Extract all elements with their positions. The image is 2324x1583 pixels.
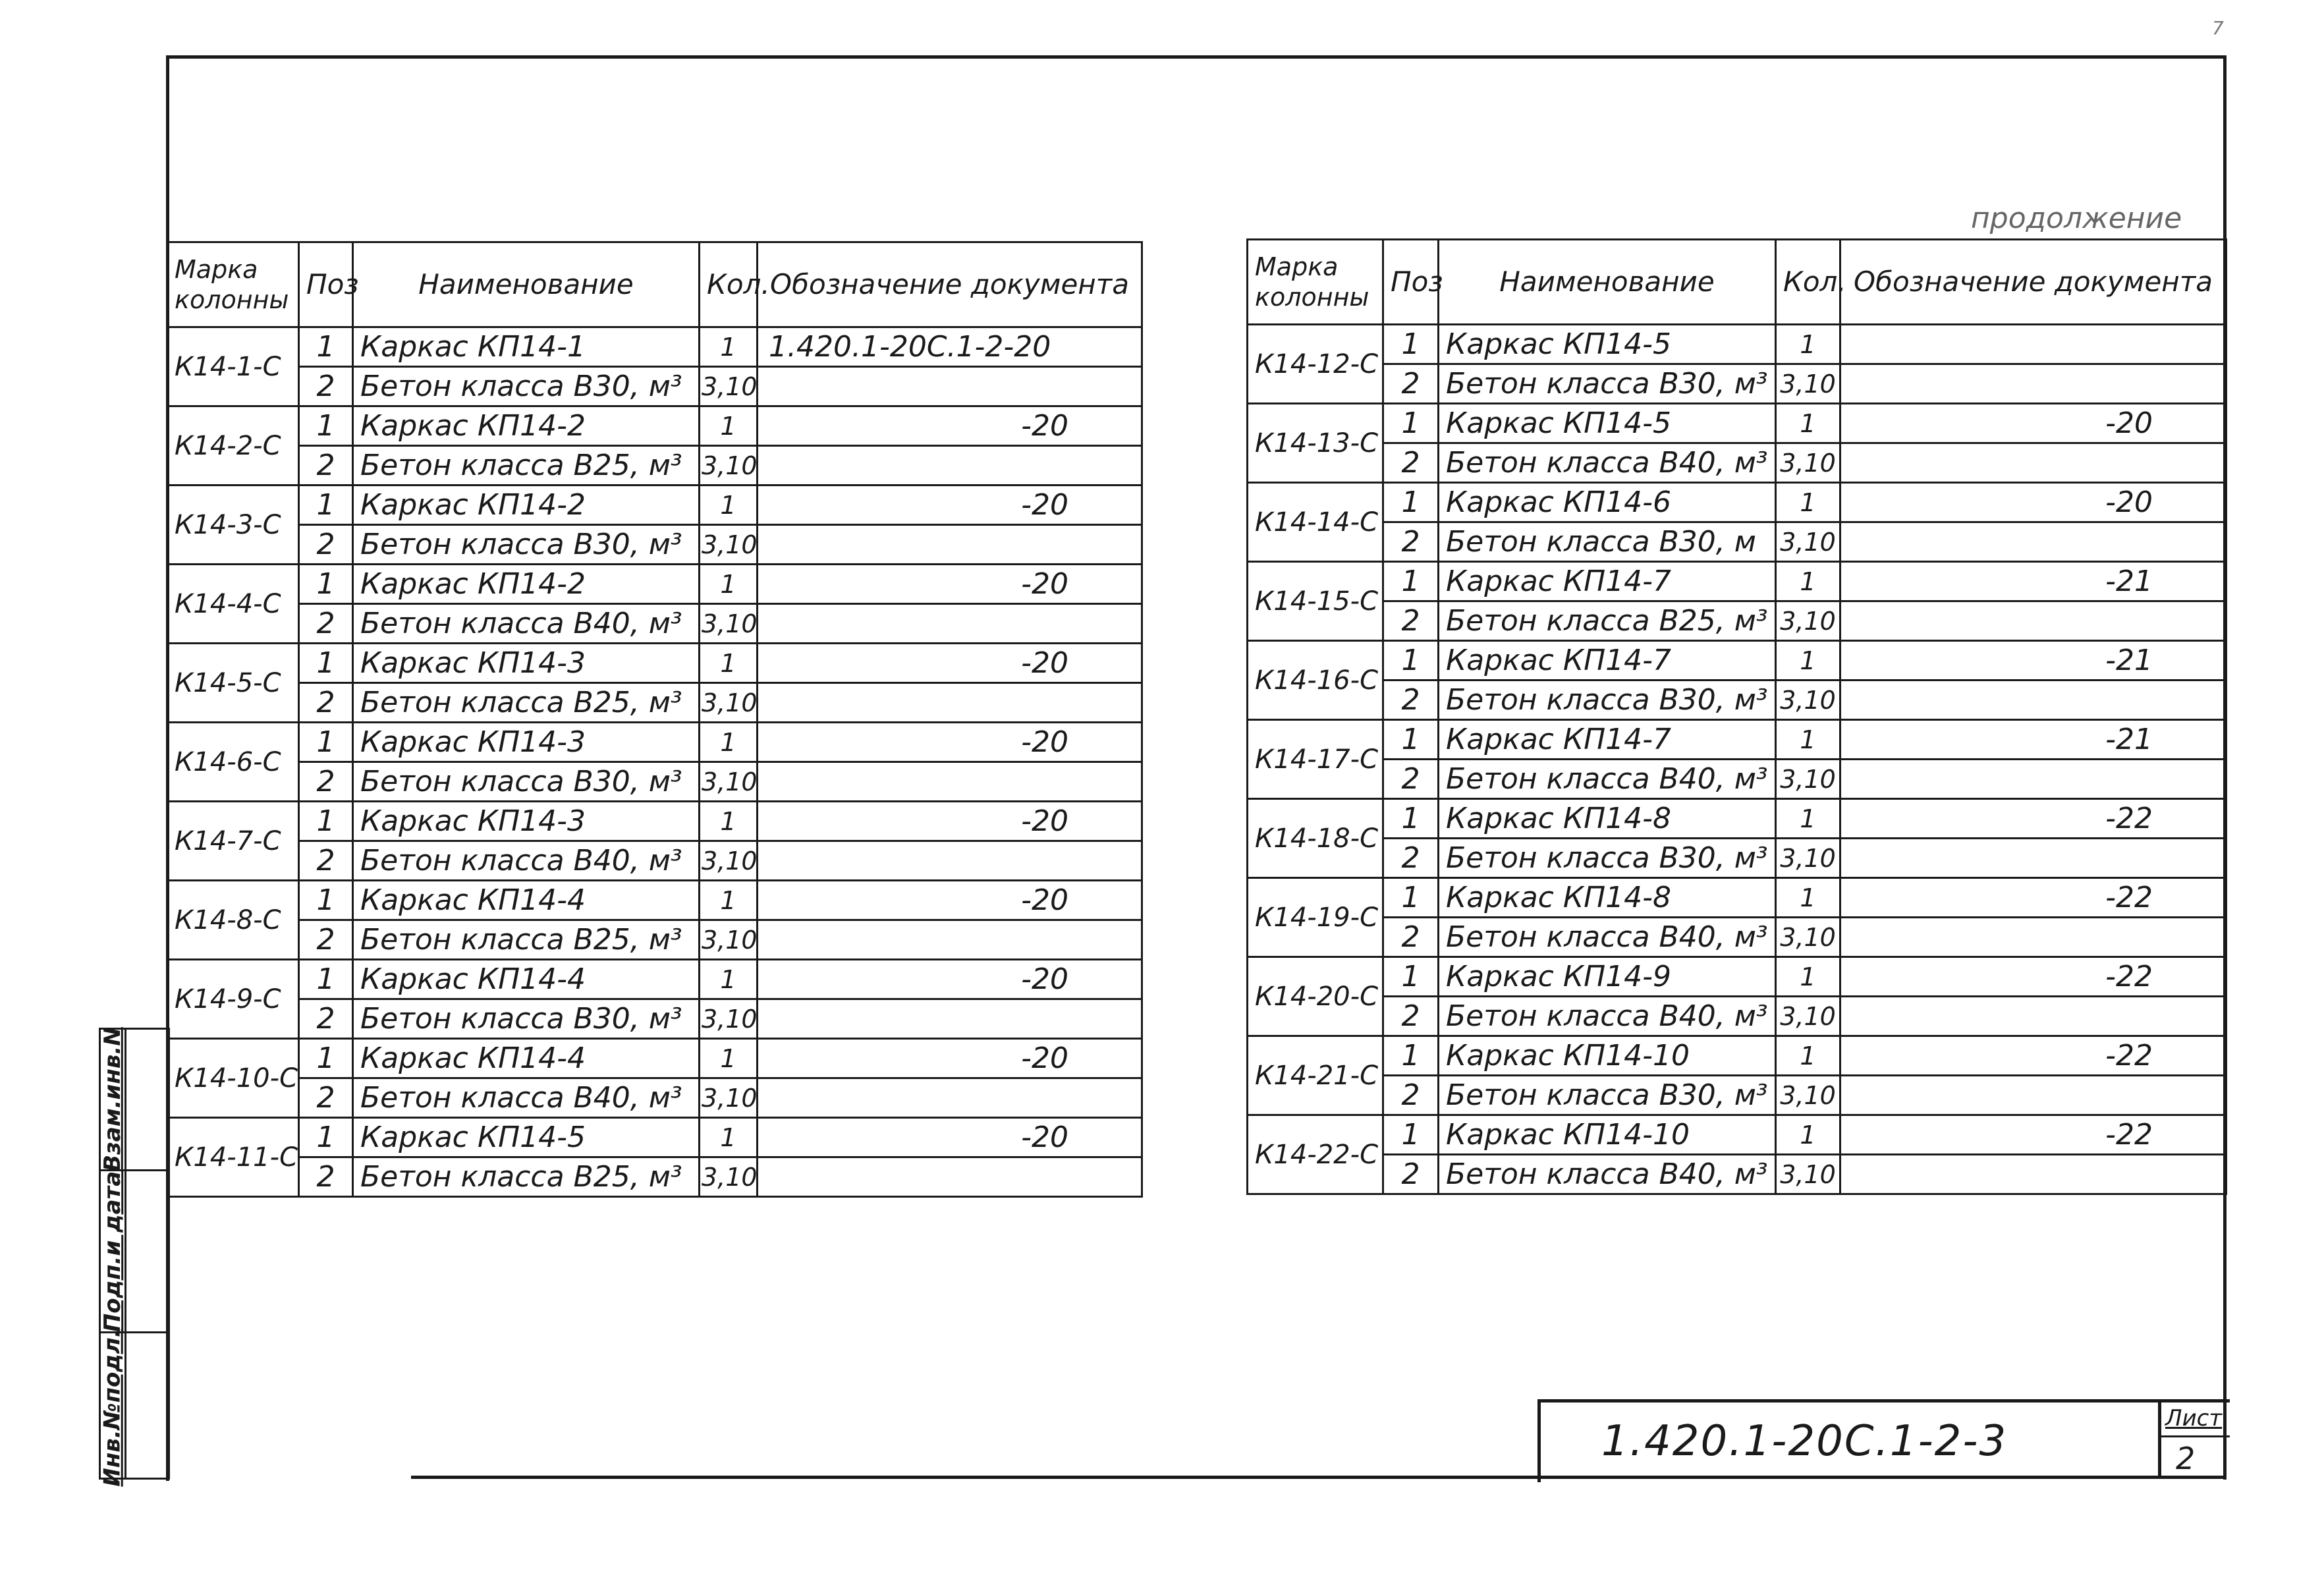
sheet-divider	[2161, 1435, 2230, 1437]
table-row	[1248, 325, 2227, 364]
quantity-cell: 1	[700, 486, 758, 525]
position-cell: 2	[1383, 443, 1439, 483]
position-cell: 2	[1383, 601, 1439, 641]
quantity-cell: 3,10	[700, 1157, 758, 1197]
item-name-cell: Бетон класса В30, м	[1439, 522, 1776, 562]
position-cell: 2	[1383, 522, 1439, 562]
document-ref-cell	[758, 525, 1142, 565]
table-row	[1248, 1036, 2227, 1076]
column-mark-cell: К14-8-С	[167, 881, 299, 960]
position-cell: 1	[1383, 878, 1439, 918]
position-cell: 2	[1383, 1076, 1439, 1115]
table-row	[167, 881, 1142, 920]
table-row	[167, 999, 1142, 1039]
position-cell: 2	[1383, 1155, 1439, 1194]
stamp-cell-vzam-inv	[99, 1027, 126, 1172]
column-mark-cell: К14-2-С	[167, 406, 299, 486]
table-row	[1248, 404, 2227, 443]
sheet-label: Лист	[2165, 1405, 2223, 1431]
table-row	[167, 367, 1142, 406]
quantity-cell: 3,10	[700, 525, 758, 565]
header-qty: Кол.	[1776, 240, 1840, 325]
quantity-cell: 1	[1776, 641, 1840, 680]
item-name-cell: Каркас КП14-3	[353, 644, 700, 683]
item-name-cell: Бетон класса В30, м³	[353, 762, 700, 802]
table-row	[167, 762, 1142, 802]
item-name-cell: Бетон класса В25, м³	[353, 920, 700, 960]
document-ref-cell	[1840, 1155, 2227, 1194]
item-name-cell: Каркас КП14-5	[1439, 404, 1776, 443]
table-row	[1248, 760, 2227, 799]
position-cell: 1	[1383, 325, 1439, 364]
item-name-cell: Бетон класса В40, м³	[353, 841, 700, 881]
table-row	[167, 1118, 1142, 1157]
quantity-cell: 3,10	[700, 367, 758, 406]
table-row	[1248, 1155, 2227, 1194]
document-code: 1.420.1-20С.1-2-3	[1601, 1417, 2008, 1466]
table-row	[167, 723, 1142, 762]
document-ref-cell: -20	[758, 406, 1142, 446]
document-ref-cell: -20	[758, 723, 1142, 762]
document-ref-cell: -20	[1840, 404, 2227, 443]
table-row	[1248, 680, 2227, 720]
item-name-cell: Каркас КП14-7	[1439, 562, 1776, 601]
column-mark-cell: К14-17-С	[1248, 720, 1383, 799]
left-spec-table	[166, 241, 1143, 1198]
quantity-cell: 1	[1776, 878, 1840, 918]
item-name-cell: Бетон класса В30, м³	[353, 525, 700, 565]
quantity-cell: 3,10	[1776, 1155, 1840, 1194]
quantity-cell: 3,10	[1776, 680, 1840, 720]
item-name-cell: Каркас КП14-6	[1439, 483, 1776, 522]
corner-mark: 7	[2212, 17, 2224, 39]
item-name-cell: Бетон класса В30, м³	[1439, 680, 1776, 720]
item-name-cell: Каркас КП14-3	[353, 723, 700, 762]
quantity-cell: 3,10	[700, 446, 758, 486]
item-name-cell: Каркас КП14-7	[1439, 720, 1776, 760]
item-name-cell: Бетон класса В40, м³	[1439, 918, 1776, 957]
stamp-value-podp-data	[126, 1169, 168, 1331]
position-cell: 1	[299, 960, 353, 999]
document-ref-cell: -20	[758, 1039, 1142, 1078]
position-cell: 2	[299, 841, 353, 881]
quantity-cell: 3,10	[1776, 760, 1840, 799]
table-row	[1248, 483, 2227, 522]
position-cell: 1	[299, 406, 353, 446]
column-mark-cell: К14-14-С	[1248, 483, 1383, 562]
document-ref-cell: -20	[758, 1118, 1142, 1157]
item-name-cell: Бетон класса В25, м³	[353, 446, 700, 486]
header-doc: Обозначение документа	[1840, 240, 2227, 325]
column-mark-cell: К14-11-С	[167, 1118, 299, 1197]
document-ref-cell	[1840, 839, 2227, 878]
title-block	[1537, 1399, 2230, 1482]
position-cell: 1	[1383, 957, 1439, 997]
table-row	[1248, 918, 2227, 957]
item-name-cell: Каркас КП14-8	[1439, 799, 1776, 839]
table-row	[167, 683, 1142, 723]
item-name-cell: Каркас КП14-5	[1439, 325, 1776, 364]
document-ref-cell: -21	[1840, 562, 2227, 601]
column-mark-cell: К14-20-С	[1248, 957, 1383, 1036]
column-mark-cell: К14-15-С	[1248, 562, 1383, 641]
position-cell: 2	[299, 446, 353, 486]
table-header-row	[167, 242, 1142, 327]
position-cell: 2	[299, 1078, 353, 1118]
quantity-cell: 3,10	[1776, 443, 1840, 483]
document-ref-cell: -22	[1840, 1115, 2227, 1155]
item-name-cell: Каркас КП14-10	[1439, 1036, 1776, 1076]
column-mark-cell: К14-12-С	[1248, 325, 1383, 404]
position-cell: 2	[299, 999, 353, 1039]
quantity-cell: 1	[1776, 720, 1840, 760]
column-mark-cell: К14-22-С	[1248, 1115, 1383, 1194]
position-cell: 2	[1383, 918, 1439, 957]
document-ref-cell	[1840, 443, 2227, 483]
table-row	[1248, 522, 2227, 562]
quantity-cell: 1	[700, 644, 758, 683]
item-name-cell: Каркас КП14-4	[353, 881, 700, 920]
column-mark-cell: К14-18-С	[1248, 799, 1383, 878]
table-row	[167, 446, 1142, 486]
stamp-podp-data-label: Подп.и дата	[99, 1171, 126, 1332]
stamp-value-inv-podl	[126, 1331, 168, 1482]
item-name-cell: Бетон класса В30, м³	[353, 999, 700, 1039]
header-pos: Поз	[299, 242, 353, 327]
quantity-cell: 3,10	[700, 920, 758, 960]
item-name-cell: Бетон класса В30, м³	[353, 367, 700, 406]
table-row	[167, 1157, 1142, 1197]
quantity-cell: 3,10	[700, 999, 758, 1039]
position-cell: 1	[299, 1039, 353, 1078]
item-name-cell: Бетон класса В40, м³	[1439, 760, 1776, 799]
table-header-row	[1248, 240, 2227, 325]
header-qty: Кол.	[700, 242, 758, 327]
quantity-cell: 1	[1776, 325, 1840, 364]
document-ref-cell	[1840, 364, 2227, 404]
column-mark-cell: К14-5-С	[167, 644, 299, 723]
quantity-cell: 1	[700, 881, 758, 920]
document-ref-cell	[1840, 1076, 2227, 1115]
position-cell: 1	[1383, 404, 1439, 443]
column-mark-cell: К14-4-С	[167, 565, 299, 644]
document-ref-cell: -21	[1840, 720, 2227, 760]
position-cell: 1	[1383, 1115, 1439, 1155]
document-ref-cell	[758, 1078, 1142, 1118]
table-row	[1248, 641, 2227, 680]
position-cell: 1	[1383, 562, 1439, 601]
header-mark: Марка колонны	[167, 242, 299, 327]
item-name-cell: Каркас КП14-2	[353, 486, 700, 525]
position-cell: 1	[1383, 720, 1439, 760]
quantity-cell: 3,10	[1776, 918, 1840, 957]
quantity-cell: 3,10	[700, 762, 758, 802]
frame-top-border	[166, 55, 2227, 59]
item-name-cell: Каркас КП14-10	[1439, 1115, 1776, 1155]
item-name-cell: Бетон класса В30, м³	[1439, 839, 1776, 878]
table-row	[1248, 562, 2227, 601]
document-ref-cell: -20	[758, 881, 1142, 920]
table-row	[167, 565, 1142, 604]
table-row	[167, 802, 1142, 841]
document-ref-cell	[1840, 997, 2227, 1036]
document-ref-cell	[758, 446, 1142, 486]
document-ref-cell: -20	[758, 960, 1142, 999]
item-name-cell: Каркас КП14-7	[1439, 641, 1776, 680]
document-ref-cell	[1840, 918, 2227, 957]
document-ref-cell	[758, 841, 1142, 881]
header-doc: Обозначение документа	[758, 242, 1142, 327]
document-ref-cell: -21	[1840, 641, 2227, 680]
item-name-cell: Бетон класса В30, м³	[1439, 1076, 1776, 1115]
item-name-cell: Каркас КП14-2	[353, 565, 700, 604]
document-ref-cell: -22	[1840, 957, 2227, 997]
document-ref-cell	[758, 367, 1142, 406]
header-mark: Марка колонны	[1248, 240, 1383, 325]
stamp-cell-inv-podl	[99, 1328, 126, 1487]
stamp-labels-column	[99, 1027, 126, 1487]
table-row	[1248, 720, 2227, 760]
table-row	[167, 525, 1142, 565]
column-mark-cell: К14-7-С	[167, 802, 299, 881]
table-row	[167, 327, 1142, 367]
position-cell: 2	[1383, 680, 1439, 720]
table-row	[1248, 1115, 2227, 1155]
quantity-cell: 3,10	[700, 841, 758, 881]
document-ref-cell: -20	[758, 802, 1142, 841]
header-name: Наименование	[353, 242, 700, 327]
column-mark-cell: К14-3-С	[167, 486, 299, 565]
item-name-cell: Бетон класса В40, м³	[353, 604, 700, 644]
table-row	[1248, 839, 2227, 878]
item-name-cell: Каркас КП14-4	[353, 1039, 700, 1078]
quantity-cell: 3,10	[700, 604, 758, 644]
table-row	[1248, 443, 2227, 483]
item-name-cell: Каркас КП14-3	[353, 802, 700, 841]
quantity-cell: 1	[1776, 1036, 1840, 1076]
document-ref-cell: -22	[1840, 799, 2227, 839]
quantity-cell: 1	[700, 723, 758, 762]
item-name-cell: Бетон класса В25, м³	[1439, 601, 1776, 641]
column-mark-cell: К14-10-С	[167, 1039, 299, 1118]
document-ref-cell	[1840, 760, 2227, 799]
quantity-cell: 3,10	[1776, 1076, 1840, 1115]
position-cell: 1	[1383, 641, 1439, 680]
sheet-box	[2158, 1402, 2230, 1479]
right-spec-table	[1246, 238, 2227, 1195]
quantity-cell: 1	[1776, 404, 1840, 443]
position-cell: 1	[299, 802, 353, 841]
quantity-cell: 3,10	[1776, 364, 1840, 404]
column-mark-cell: К14-6-С	[167, 723, 299, 802]
document-ref-cell	[758, 999, 1142, 1039]
table-row	[1248, 799, 2227, 839]
table-row	[167, 920, 1142, 960]
table-row	[167, 1039, 1142, 1078]
header-name: Наименование	[1439, 240, 1776, 325]
quantity-cell: 1	[700, 1039, 758, 1078]
table-row	[1248, 878, 2227, 918]
position-cell: 2	[1383, 760, 1439, 799]
item-name-cell: Каркас КП14-9	[1439, 957, 1776, 997]
item-name-cell: Бетон класса В25, м³	[353, 1157, 700, 1197]
document-ref-cell	[758, 920, 1142, 960]
side-stamp	[99, 1027, 170, 1487]
position-cell: 1	[299, 327, 353, 367]
position-cell: 2	[299, 920, 353, 960]
document-ref-cell	[1840, 325, 2227, 364]
position-cell: 2	[299, 1157, 353, 1197]
table-row	[1248, 997, 2227, 1036]
position-cell: 1	[299, 723, 353, 762]
document-ref-cell: -20	[758, 486, 1142, 525]
quantity-cell: 1	[1776, 799, 1840, 839]
position-cell: 1	[299, 644, 353, 683]
column-mark-cell: К14-16-С	[1248, 641, 1383, 720]
quantity-cell: 1	[1776, 1115, 1840, 1155]
column-mark-cell: К14-21-С	[1248, 1036, 1383, 1115]
column-mark-cell: К14-9-С	[167, 960, 299, 1039]
column-mark-cell: К14-19-С	[1248, 878, 1383, 957]
document-ref-cell: -22	[1840, 1036, 2227, 1076]
position-cell: 1	[1383, 1036, 1439, 1076]
item-name-cell: Бетон класса В25, м³	[353, 683, 700, 723]
continued-note: продолжение	[1971, 202, 2182, 235]
item-name-cell: Каркас КП14-5	[353, 1118, 700, 1157]
document-ref-cell	[1840, 601, 2227, 641]
position-cell: 2	[299, 367, 353, 406]
item-name-cell: Каркас КП14-8	[1439, 878, 1776, 918]
position-cell: 1	[299, 486, 353, 525]
position-cell: 2	[1383, 839, 1439, 878]
quantity-cell: 3,10	[1776, 522, 1840, 562]
table-row	[167, 486, 1142, 525]
quantity-cell: 3,10	[1776, 839, 1840, 878]
document-ref-cell	[758, 1157, 1142, 1197]
stamp-inv-podl-label: Инв.№подл.	[99, 1328, 126, 1487]
item-name-cell: Бетон класса В40, м³	[353, 1078, 700, 1118]
item-name-cell: Бетон класса В40, м³	[1439, 1155, 1776, 1194]
document-ref-cell: -22	[1840, 878, 2227, 918]
item-name-cell: Каркас КП14-1	[353, 327, 700, 367]
document-ref-cell: 1.420.1-20С.1-2-20	[758, 327, 1142, 367]
position-cell: 1	[299, 1118, 353, 1157]
quantity-cell: 3,10	[700, 1078, 758, 1118]
quantity-cell: 3,10	[1776, 997, 1840, 1036]
stamp-vzam-inv-label: Взам.инв.N	[99, 1027, 126, 1172]
quantity-cell: 1	[700, 1118, 758, 1157]
position-cell: 2	[299, 525, 353, 565]
position-cell: 2	[299, 604, 353, 644]
position-cell: 2	[299, 762, 353, 802]
quantity-cell: 3,10	[700, 683, 758, 723]
table-row	[1248, 1076, 2227, 1115]
document-ref-cell: -20	[758, 565, 1142, 604]
document-ref-cell: -20	[1840, 483, 2227, 522]
position-cell: 2	[1383, 997, 1439, 1036]
column-mark-cell: К14-13-С	[1248, 404, 1383, 483]
position-cell: 2	[1383, 364, 1439, 404]
quantity-cell: 1	[1776, 562, 1840, 601]
quantity-cell: 1	[700, 960, 758, 999]
item-name-cell: Бетон класса В40, м³	[1439, 997, 1776, 1036]
quantity-cell: 3,10	[1776, 601, 1840, 641]
header-pos: Поз	[1383, 240, 1439, 325]
quantity-cell: 1	[700, 327, 758, 367]
table-row	[167, 960, 1142, 999]
quantity-cell: 1	[700, 802, 758, 841]
quantity-cell: 1	[1776, 483, 1840, 522]
quantity-cell: 1	[1776, 957, 1840, 997]
item-name-cell: Бетон класса В40, м³	[1439, 443, 1776, 483]
column-mark-cell: К14-1-С	[167, 327, 299, 406]
table-row	[1248, 364, 2227, 404]
table-row	[1248, 601, 2227, 641]
quantity-cell: 1	[700, 406, 758, 446]
table-row	[1248, 957, 2227, 997]
item-name-cell: Бетон класса В30, м³	[1439, 364, 1776, 404]
document-ref-cell	[758, 683, 1142, 723]
sheet-number: 2	[2176, 1441, 2196, 1476]
position-cell: 1	[1383, 483, 1439, 522]
document-ref-cell	[1840, 680, 2227, 720]
table-row	[167, 841, 1142, 881]
stamp-values-column	[126, 1028, 170, 1480]
document-ref-cell	[758, 604, 1142, 644]
stamp-cell-podp-data	[101, 1169, 124, 1331]
quantity-cell: 1	[700, 565, 758, 604]
table-row	[167, 644, 1142, 683]
position-cell: 1	[299, 881, 353, 920]
item-name-cell: Каркас КП14-4	[353, 960, 700, 999]
document-ref-cell: -20	[758, 644, 1142, 683]
table-row	[167, 406, 1142, 446]
document-ref-cell	[758, 762, 1142, 802]
document-ref-cell	[1840, 522, 2227, 562]
position-cell: 2	[299, 683, 353, 723]
table-row	[167, 1078, 1142, 1118]
item-name-cell: Каркас КП14-2	[353, 406, 700, 446]
table-row	[167, 604, 1142, 644]
position-cell: 1	[299, 565, 353, 604]
position-cell: 1	[1383, 799, 1439, 839]
